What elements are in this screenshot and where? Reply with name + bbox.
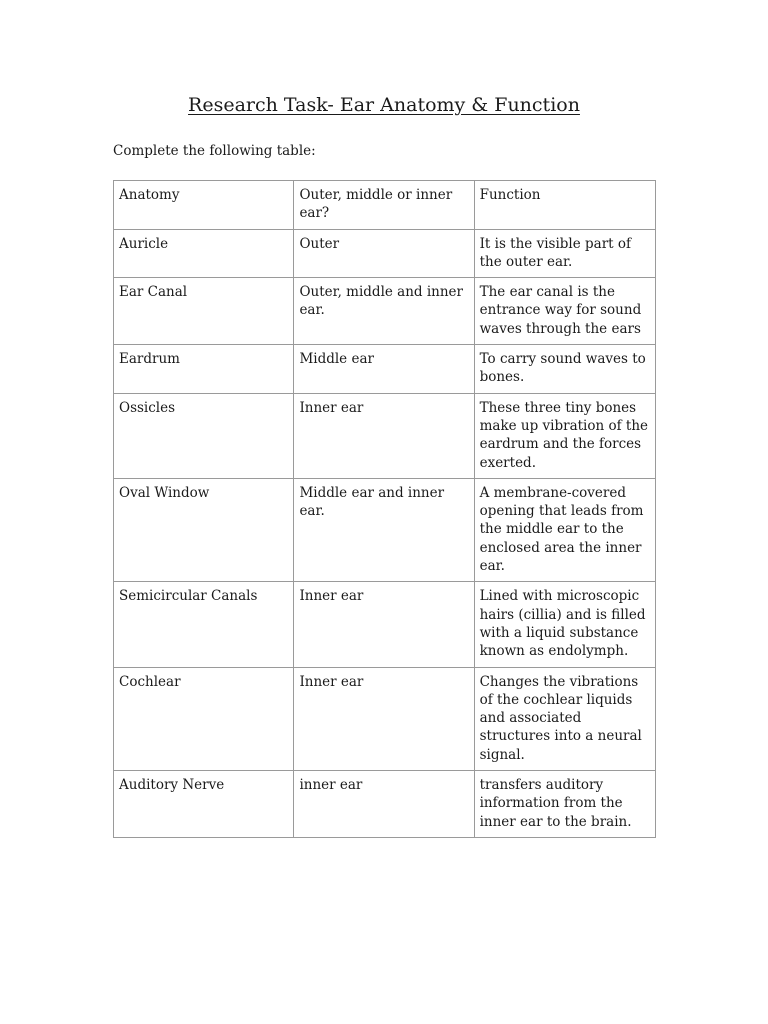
ear-anatomy-table [113, 180, 656, 838]
anatomy-cell: Semicircular Canals [114, 582, 294, 667]
table-row [114, 478, 656, 581]
header-anatomy: Anatomy [114, 181, 294, 230]
function-cell: A membrane-covered opening that leads from the middle ear to the enclosed area the inner ear. [474, 478, 655, 581]
function-cell: Changes the vibrations of the cochlear liquids and associated structures into a neural signal. [474, 667, 655, 770]
table-row [114, 229, 656, 278]
location-cell: Middle ear and inner ear. [294, 478, 474, 581]
function-cell: The ear canal is the entrance way for sound waves through the ears [474, 278, 655, 345]
anatomy-cell: Auricle [114, 229, 294, 278]
table-row [114, 582, 656, 667]
location-cell: Inner ear [294, 393, 474, 478]
table-row [114, 393, 656, 478]
anatomy-cell: Ear Canal [114, 278, 294, 345]
instruction-text: Complete the following table: [113, 143, 316, 159]
location-cell: inner ear [294, 771, 474, 838]
anatomy-cell: Eardrum [114, 345, 294, 394]
function-cell: To carry sound waves to bones. [474, 345, 655, 394]
table-row [114, 278, 656, 345]
anatomy-cell: Ossicles [114, 393, 294, 478]
function-cell: transfers auditory information from the inner ear to the brain. [474, 771, 655, 838]
anatomy-cell: Auditory Nerve [114, 771, 294, 838]
table-row [114, 345, 656, 394]
page-title [0, 94, 768, 116]
table-header-row [114, 181, 656, 230]
location-cell: Outer [294, 229, 474, 278]
table-row [114, 667, 656, 770]
location-cell: Inner ear [294, 667, 474, 770]
title-text: Research Task- Ear Anatomy & Function [188, 94, 580, 116]
anatomy-cell: Oval Window [114, 478, 294, 581]
header-function: Function [474, 181, 655, 230]
anatomy-cell: Cochlear [114, 667, 294, 770]
location-cell: Middle ear [294, 345, 474, 394]
location-cell: Outer, middle and inner ear. [294, 278, 474, 345]
location-cell: Inner ear [294, 582, 474, 667]
function-cell: It is the visible part of the outer ear. [474, 229, 655, 278]
header-location: Outer, middle or inner ear? [294, 181, 474, 230]
function-cell: Lined with microscopic hairs (cillia) and is filled with a liquid substance known as endolymph. [474, 582, 655, 667]
table-row [114, 771, 656, 838]
function-cell: These three tiny bones make up vibration of the eardrum and the forces exerted. [474, 393, 655, 478]
